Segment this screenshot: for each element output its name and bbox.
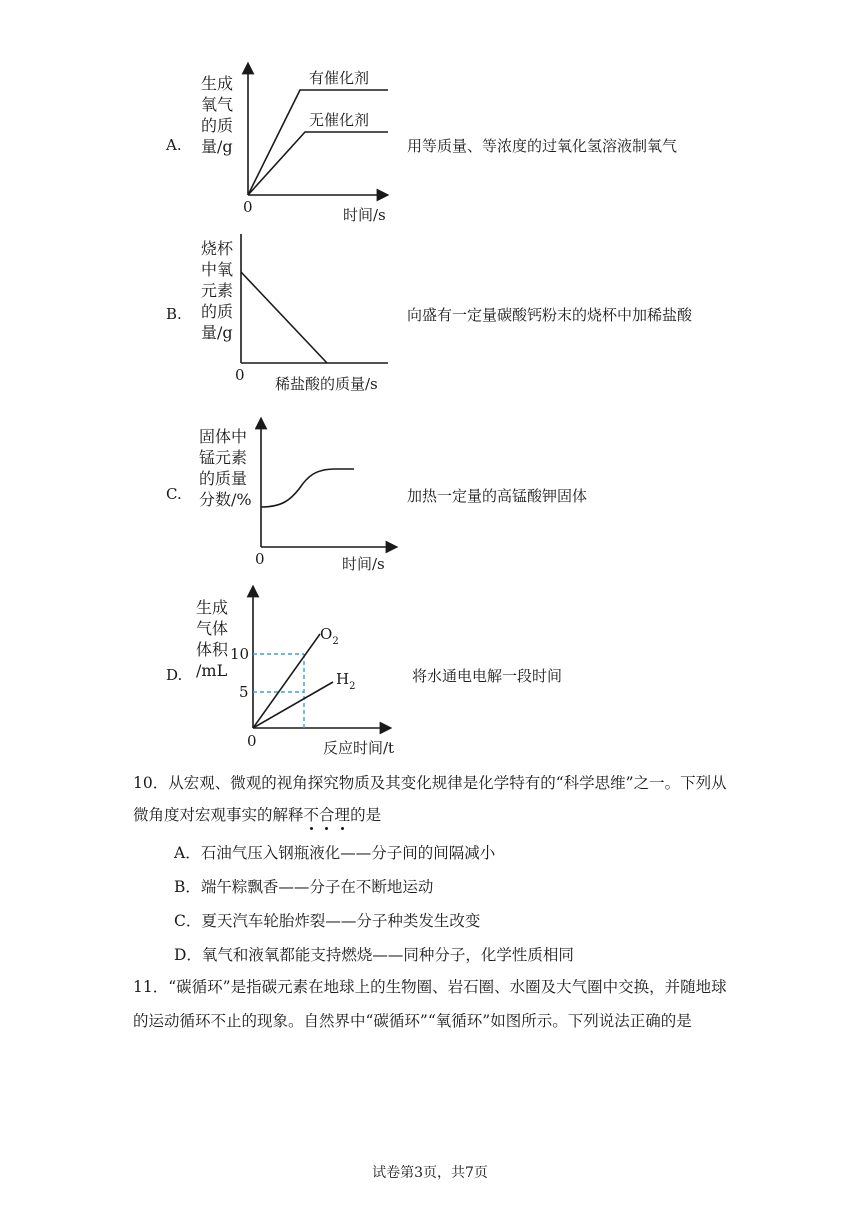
ylabel-line: 的质量 (199, 469, 248, 488)
ylabel-line: 体积 (196, 640, 229, 659)
emphasis-char: 合 (319, 806, 335, 824)
ylabel-line: 氧气 (201, 95, 234, 114)
q10-choice-a: A．石油气压入钢瓶液化——分子间的间隔减小 (174, 844, 496, 862)
option-d-graph (226, 583, 396, 758)
option-b-description: 向盛有一定量碳酸钙粉末的烧杯中加稀盐酸 (407, 306, 693, 324)
ylabel-line: 量/g (201, 323, 233, 342)
option-c-graph (255, 415, 400, 575)
ylabel-line: 生成 (196, 598, 229, 617)
curve-label-no-catalyst: 无催化剂 (309, 111, 370, 129)
origin-label: 0 (243, 198, 253, 216)
page-footer: 试卷第3页，共7页 (372, 1165, 488, 1181)
q10-choice-c: C．夏天汽车轮胎炸裂——分子种类发生改变 (174, 912, 481, 930)
q10-choice-b: B．端午粽飘香——分子在不断地运动 (174, 878, 434, 896)
option-b-graph (230, 230, 400, 398)
mn-fraction-curve (261, 469, 354, 507)
origin-label: 0 (235, 366, 245, 384)
x-axis-label: 稀盐酸的质量/s (275, 375, 378, 393)
x-axis-label: 时间/s (343, 206, 386, 224)
catalyst-curve (248, 90, 388, 195)
h2-line (253, 682, 333, 728)
ylabel-line: 的质 (201, 302, 234, 321)
o2-label: $O_2$ (320, 625, 339, 647)
option-d-description: 将水通电电解一段时间 (412, 667, 563, 685)
option-b-ylabel (201, 238, 233, 343)
ylabel-line: 锰元素 (199, 448, 248, 467)
option-d-letter: D. (166, 666, 183, 684)
q11-stem-line1: 11．“碳循环”是指碳元素在地球上的生物圈、岩石圈、水圈及大气圈中交换，并随地球 (133, 978, 727, 996)
q10-stem-line2: 微角度对宏观事实的解释不合理的是 (133, 806, 382, 824)
option-a-graph (235, 60, 395, 230)
ylabel-line: 的质 (201, 116, 234, 135)
x-axis-label: 反应时间/t (323, 739, 395, 757)
ylabel-line: /mL (196, 661, 228, 680)
emphasis-char: 不 (303, 806, 320, 824)
curve-label-catalyst: 有催化剂 (309, 69, 370, 87)
ylabel-line: 量/g (201, 137, 233, 156)
ylabel-line: 气体 (196, 619, 229, 638)
emphasis-char: 理 (334, 806, 351, 824)
option-c-letter: C. (166, 485, 182, 503)
option-d-ylabel (196, 597, 228, 681)
option-a-letter: A. (166, 136, 182, 154)
option-a-ylabel (201, 73, 233, 157)
o2-line (253, 634, 320, 728)
x-axis-label: 时间/s (342, 555, 385, 573)
y-tick-label: 10 (230, 645, 250, 663)
y-tick-label: 5 (239, 683, 249, 701)
option-a-description: 用等质量、等浓度的过氧化氢溶液制氧气 (407, 137, 678, 155)
ylabel-line: 元素 (201, 281, 234, 300)
h2-label: $H_2$ (336, 670, 356, 692)
option-c-ylabel (199, 426, 252, 510)
ylabel-line: 生成 (201, 74, 234, 93)
ylabel-line: 固体中 (199, 427, 248, 446)
oxygen-mass-line (241, 272, 327, 363)
origin-label: 0 (255, 550, 265, 568)
q11-stem-line2: 的运动循环不止的现象。自然界中“碳循环”“氧循环”如图所示。下列说法正确的是 (133, 1012, 692, 1030)
no-catalyst-curve (248, 132, 388, 195)
ylabel-line: 分数/% (199, 490, 252, 509)
q10-choice-d: D．氧气和液氧都能支持燃烧——同种分子，化学性质相同 (174, 946, 574, 964)
ylabel-line: 烧杯 (201, 239, 234, 258)
option-c-description: 加热一定量的高锰酸钾固体 (407, 487, 588, 505)
q10-stem-line1: 10．从宏观、微观的视角探究物质及其变化规律是化学特有的“科学思维”之一。下列从 (133, 774, 727, 792)
origin-label: 0 (247, 732, 257, 750)
option-b-letter: B. (166, 305, 182, 323)
ylabel-line: 中氧 (201, 260, 234, 279)
